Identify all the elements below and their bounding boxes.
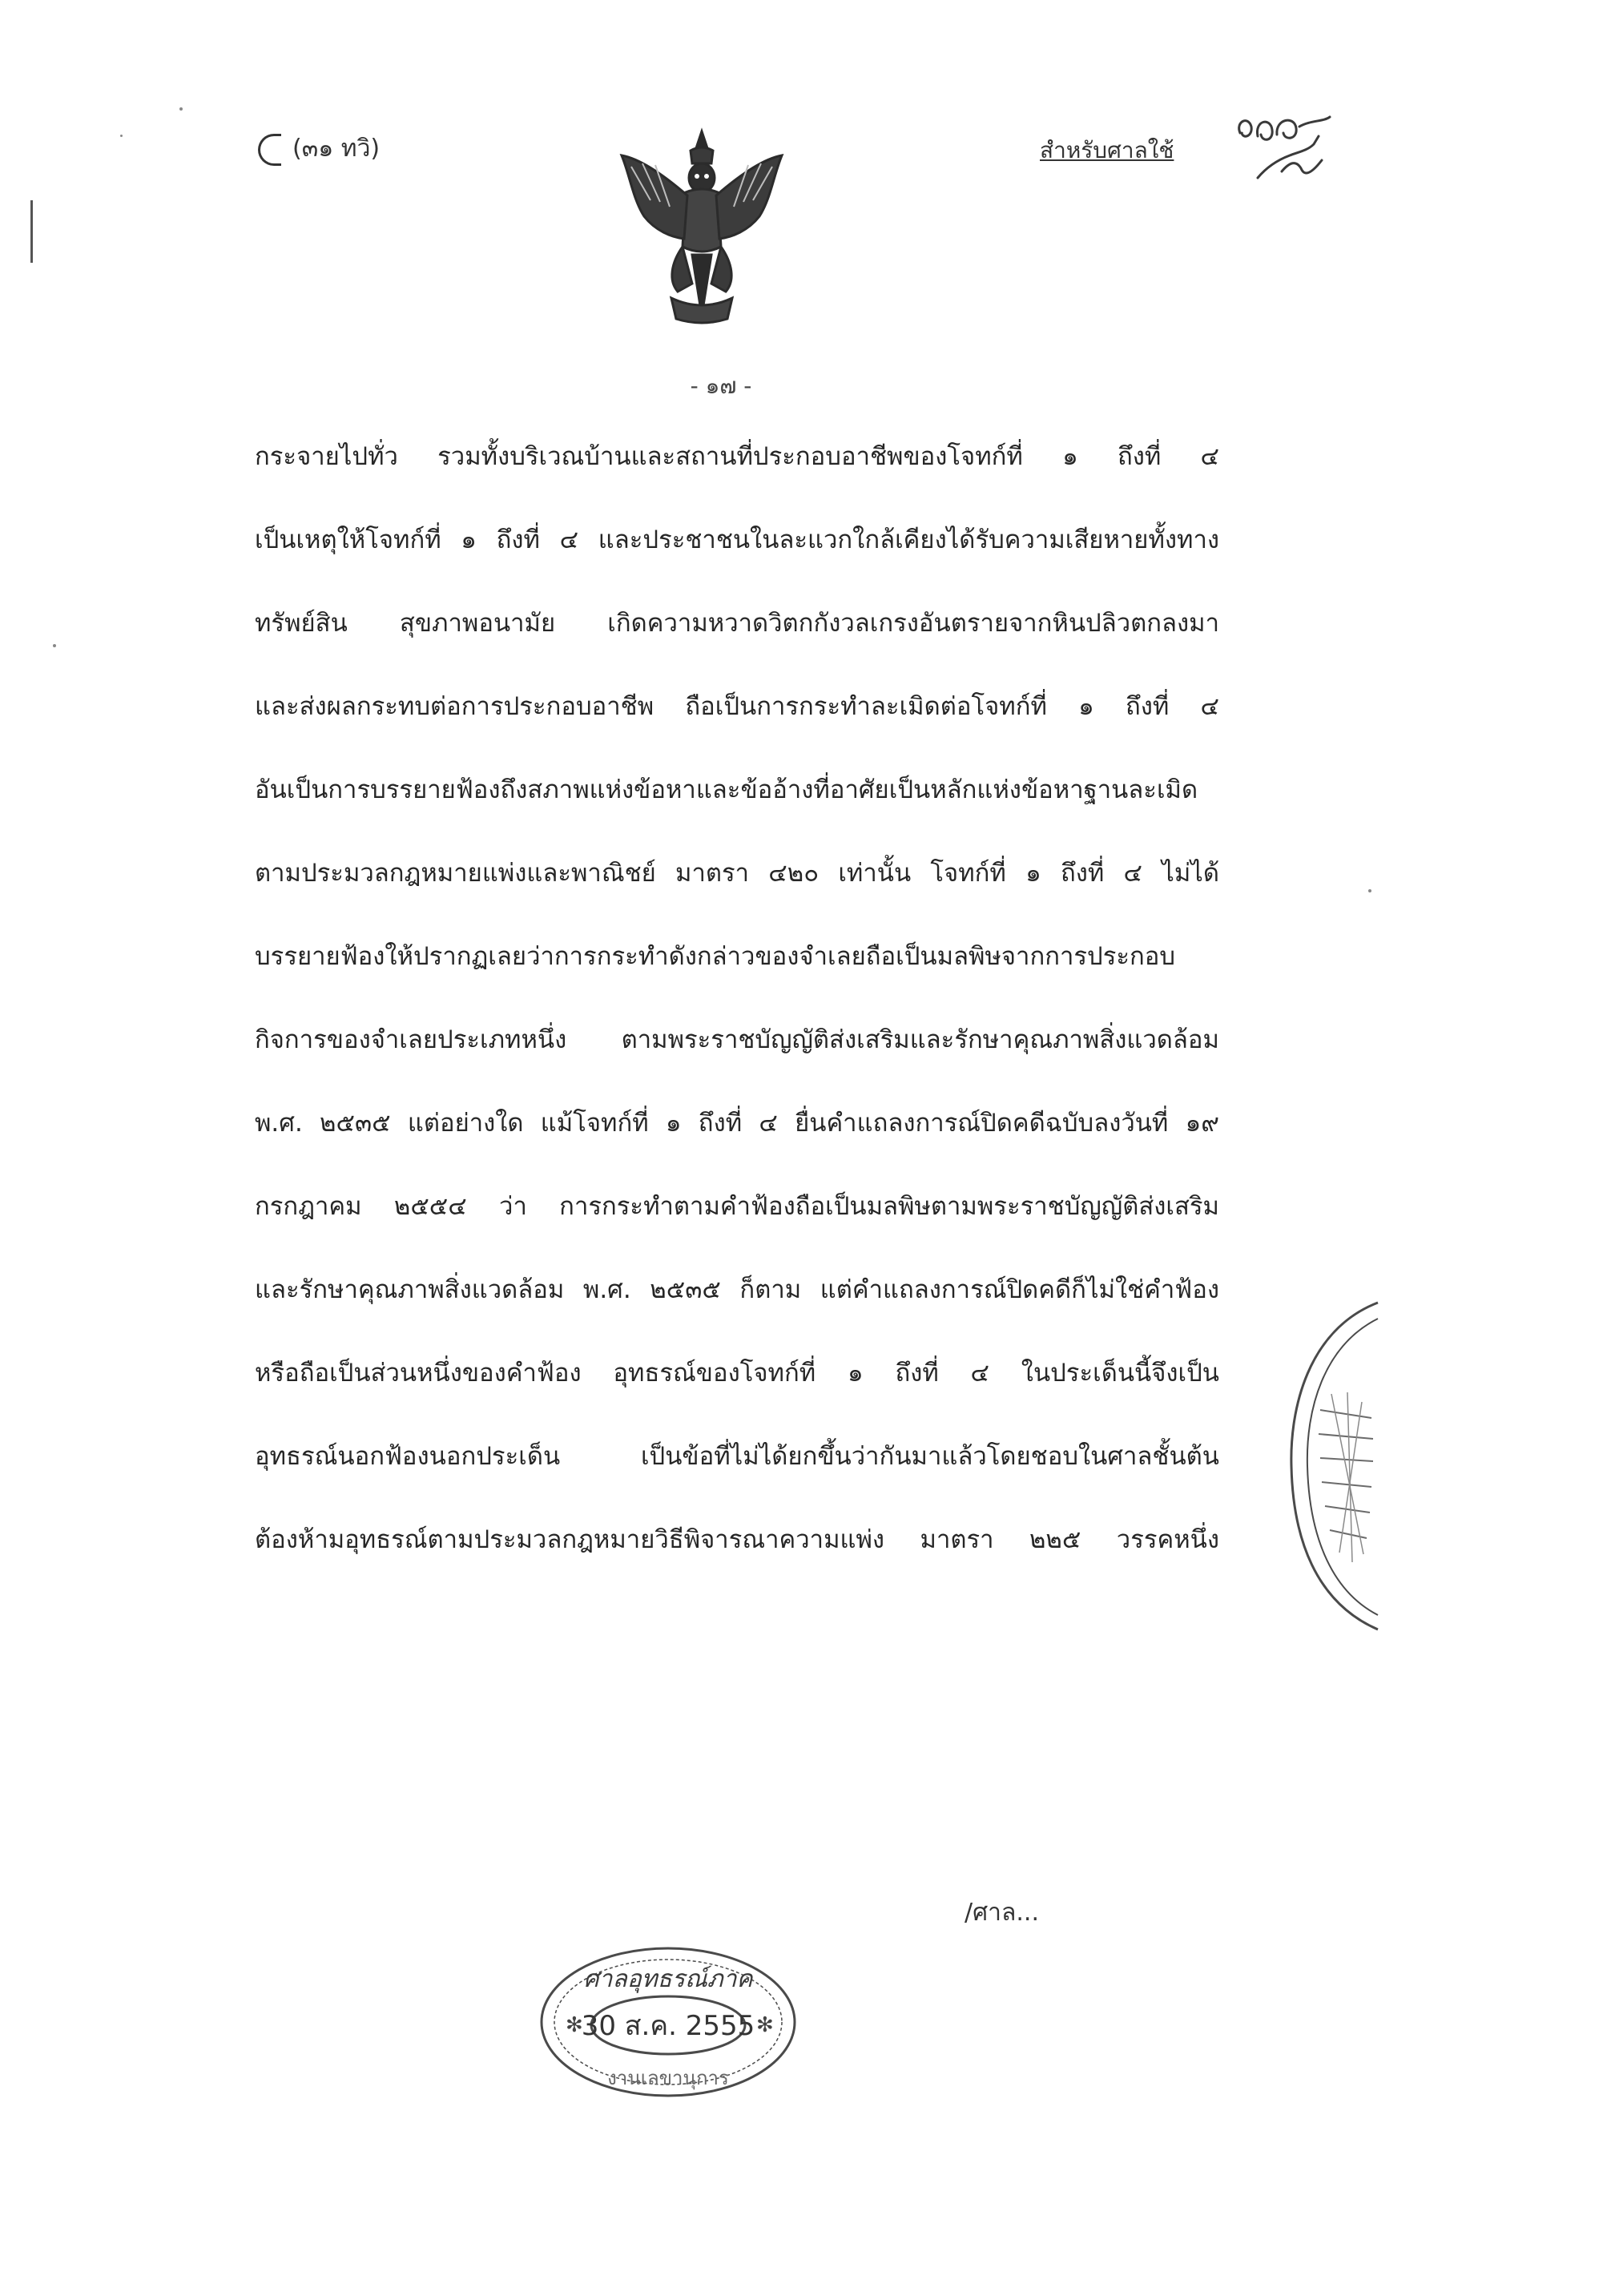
court-date-stamp — [532, 1932, 804, 2117]
body-line: พ.ศ. ๒๕๓๕ แต่อย่างใด แม้โจทก์ที่ ๑ ถึงที่ ๔ ยื่นคำแถลงการณ์ปิดคดีฉบับลงวันที่ ๑๙ — [255, 1109, 1219, 1138]
body-line: อุทธรณ์นอกฟ้องนอกประเด็น เป็นข้อที่ไม่ได้ยกขึ้นว่ากันมาแล้วโดยชอบในศาลชั้นต้น — [255, 1442, 1219, 1471]
scan-edge-mark — [30, 200, 33, 263]
body-line: บรรยายฟ้องให้ปรากฏเลยว่าการกระทำดังกล่าวของจำเลยถือเป็นมลพิษจากการประกอบ — [255, 942, 1176, 971]
body-line: กรกฎาคม ๒๕๕๔ ว่า การกระทำตามคำฟ้องถือเป็นมลพิษตามพระราชบัญญัติส่งเสริม — [255, 1192, 1219, 1221]
corner-mark-text: ๑๕๕ — [1242, 133, 1244, 134]
stamp-date-text: 30 ส.ค. 2555 — [581, 2010, 755, 2042]
form-code-bracket — [258, 134, 281, 166]
body-line: เป็นเหตุให้โจทก์ที่ ๑ ถึงที่ ๔ และประชาชนในละแวกใกล้เคียงได้รับความเสียหายทั้งทาง — [255, 526, 1219, 554]
stamp-top-text: ศาลอุทธรณ์ภาค — [583, 1965, 753, 1993]
handwritten-page-mark — [1234, 104, 1338, 192]
page-number: - ๑๗ - — [690, 373, 752, 399]
stamp-bottom-text: งานเลขานุการ — [607, 2067, 729, 2089]
court-use-label: สำหรับศาลใช้ — [1040, 137, 1174, 163]
body-line: หรือถือเป็นส่วนหนึ่งของคำฟ้อง อุทธรณ์ของโจทก์ที่ ๑ ถึงที่ ๔ ในประเด็นนี้จึงเป็น — [255, 1359, 1219, 1388]
body-line: อันเป็นการบรรยายฟ้องถึงสภาพแห่งข้อหาและข้ออ้างที่อาศัยเป็นหลักแห่งข้อหาฐานละเมิด — [255, 775, 1198, 804]
stamp-star-left-icon: ✻ — [566, 2013, 583, 2037]
scan-speck — [179, 107, 183, 111]
stamp-star-right-icon: ✻ — [756, 2013, 774, 2037]
form-code — [258, 130, 380, 167]
body-line: ทรัพย์สิน สุขภาพอนามัย เกิดความหวาดวิตกกังวลเกรงอันตรายจากหินปลิวตกลงมา — [255, 609, 1219, 638]
body-line: กระจายไปทั่ว รวมทั้งบริเวณบ้านและสถานที่ประกอบอาชีพของโจทก์ที่ ๑ ถึงที่ ๔ — [255, 442, 1219, 471]
body-line: ต้องห้ามอุทธรณ์ตามประมวลกฎหมายวิธีพิจารณาความแพ่ง มาตรา ๒๒๕ วรรคหนึ่ง — [255, 1525, 1219, 1554]
body-line: ตามประมวลกฎหมายแพ่งและพาณิชย์ มาตรา ๔๒๐ เท่านั้น โจทก์ที่ ๑ ถึงที่ ๔ ไม่ได้ — [255, 859, 1219, 888]
margin-seal-fragment — [1283, 1298, 1379, 1634]
body-line: และรักษาคุณภาพสิ่งแวดล้อม พ.ศ. ๒๕๓๕ ก็ตาม แต่คำแถลงการณ์ปิดคดีก็ไม่ใช่คำฟ้อง — [255, 1275, 1219, 1304]
scan-speck — [53, 644, 56, 647]
judgment-body — [255, 433, 1219, 1599]
continuation-mark: /ศาล... — [965, 1899, 1039, 1927]
body-line: กิจการของจำเลยประเภทหนึ่ง ตามพระราชบัญญัติส่งเสริมและรักษาคุณภาพสิ่งแวดล้อม — [255, 1025, 1219, 1054]
scan-speck — [120, 135, 123, 137]
form-code-text: (๓๑ ทวิ) — [292, 135, 381, 163]
garuda-emblem-icon — [615, 127, 788, 325]
body-line: และส่งผลกระทบต่อการประกอบอาชีพ ถือเป็นการกระทำละเมิดต่อโจทก์ที่ ๑ ถึงที่ ๔ — [255, 692, 1219, 721]
scan-speck — [1368, 889, 1371, 892]
